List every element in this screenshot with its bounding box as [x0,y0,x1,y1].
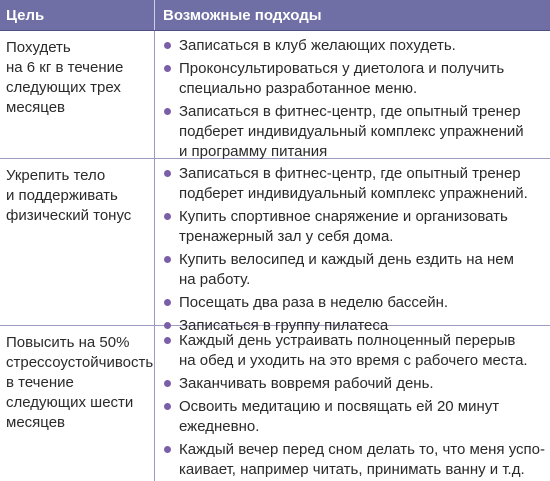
bullet-dot-icon [164,213,171,220]
list-item-text: Записаться в группу пилатеса [179,317,389,334]
bullet-dot-icon [164,403,171,410]
bullet-dot-icon [164,446,171,453]
list-item [163,397,546,437]
list-item [163,102,546,162]
table-row [0,159,550,334]
list-item-text: Записаться в клуб желающих похудеть. [179,37,456,54]
list-item [163,36,546,56]
table-header [0,0,550,31]
bullet-dot-icon [164,108,171,115]
goal-cell: Похудеть на 6 кг в течение следующих трех месяцев [0,31,155,158]
bullet-dot-icon [164,337,171,344]
list-item-text: Записаться в фитнес-центр, где опытный тренер подберет индивидуальный комплекс упражнений. [179,165,528,202]
header-approaches: Возможные подходы [163,6,322,24]
table-row [0,31,550,159]
bullet-dot-icon [164,299,171,306]
list-item-text: Записаться в фитнес-центр, где опытный тренер подберет индивидуальный комплекс упражнений и программу питания [179,103,524,160]
list-item-text: Купить спортивное снаряжение и организовать тренажерный зал у себя дома. [179,208,508,245]
table-row [0,326,550,481]
list-item-text: Проконсультироваться у диетолога и получить специально разработанное меню. [179,60,505,97]
goal-cell: Укрепить тело и поддерживать физический тонус [0,159,155,325]
bullet-dot-icon [164,322,171,329]
list-item [163,59,546,99]
bullet-dot-icon [164,170,171,177]
list-item [163,440,546,480]
header-goal: Цель [0,0,155,30]
list-item [163,207,546,247]
list-item-text: Освоить медитацию и посвящать ей 20 минут ежедневно. [179,398,500,435]
bullet-dot-icon [164,42,171,49]
list-item [163,331,546,371]
list-item-text: Каждый день устраивать полноценный перерыв на обед и уходить на это время с рабочего места. [179,332,528,369]
list-item-text: Каждый вечер перед сном делать то, что меня успо- каивает, например читать, принимать ванну и т.д. [179,441,545,478]
list-item [163,250,546,290]
list-item-text: Заканчивать вовремя рабочий день. [179,375,434,392]
approaches-cell [155,159,550,334]
goal-cell: Повысить на 50% стрессоустойчивость в течение следующих шести месяцев [0,326,155,481]
approaches-cell [155,31,550,158]
approaches-cell [155,326,550,481]
bullet-dot-icon [164,380,171,387]
bullet-dot-icon [164,256,171,263]
list-item [163,164,546,204]
bullet-dot-icon [164,65,171,72]
list-item-text: Посещать два раза в неделю бассейн. [179,294,449,311]
list-item [163,374,546,394]
list-item [163,293,546,313]
list-item-text: Купить велосипед и каждый день ездить на нем на работу. [179,251,514,288]
